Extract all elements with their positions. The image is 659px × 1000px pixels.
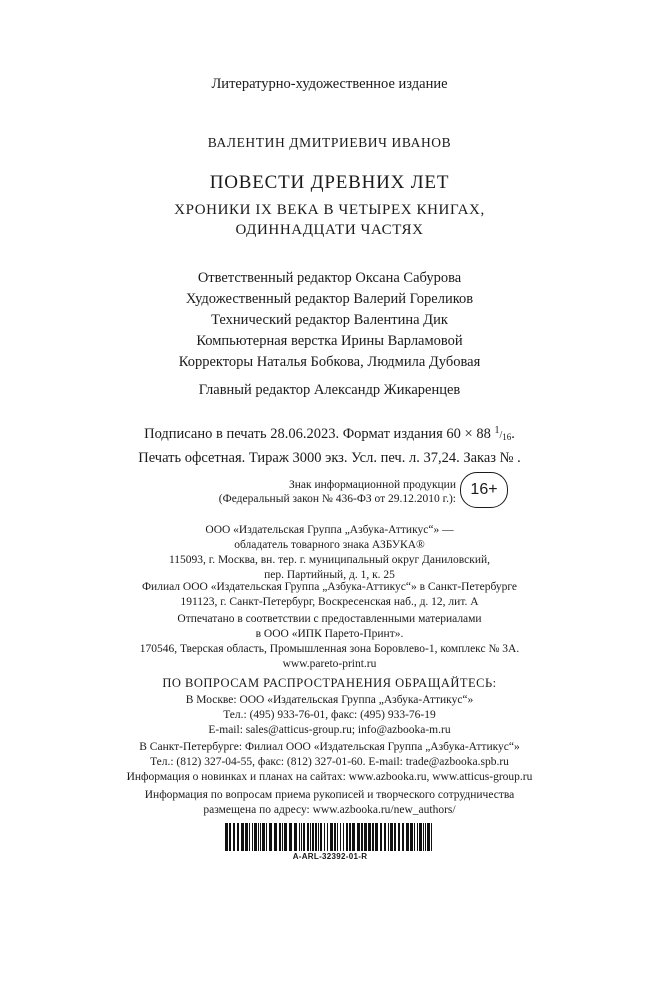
barcode-bar (233, 823, 235, 851)
barcode-bar (274, 823, 277, 851)
credits-list (0, 268, 659, 373)
barcode-bar (334, 823, 336, 851)
barcode-bar (372, 823, 374, 851)
barcode-bar (330, 823, 333, 851)
barcode-bar (310, 823, 311, 851)
branch-line: 191123, г. Санкт-Петербург, Воскресенская наб., д. 12, лит. А (180, 596, 479, 608)
publisher-block (0, 523, 659, 583)
barcode-bar (262, 823, 265, 851)
barcode-bar (315, 823, 317, 851)
barcode-bar (320, 823, 322, 851)
barcode-bar (266, 823, 267, 851)
barcode-bar (312, 823, 314, 851)
barcode-bar (284, 823, 287, 851)
barcode-bar (269, 823, 272, 851)
edition-type: Литературно-художественное издание (211, 76, 448, 92)
manuscripts-line: Информация по вопросам приема рукописей и творческого сотрудничества (144, 789, 515, 801)
barcode-bar (406, 823, 409, 851)
barcode-bar (301, 823, 302, 851)
barcode-bar (241, 823, 244, 851)
credit-line: Корректоры Наталья Бобкова, Людмила Дубовая (178, 354, 481, 370)
printer-line: в ООО «ИПК Парето-Принт». (255, 628, 404, 640)
barcode-bar (375, 823, 378, 851)
barcode-bar (229, 823, 231, 851)
barcode-bar (425, 823, 426, 851)
format-denominator: 16 (502, 432, 512, 442)
barcode-bar (394, 823, 396, 851)
barcode-bar (384, 823, 386, 851)
contact-line: В Москве: ООО «Издательская Группа „Азбука-Аттикус“» (185, 694, 474, 706)
print-line-text: Подписано в печать 28.06.2023. Формат издания 60 × 88 (144, 426, 495, 442)
format-numerator: 1 (494, 425, 500, 436)
moscow-contacts (0, 693, 659, 738)
branch-line: Филиал ООО «Издательская Группа „Азбука-Аттикус“» в Санкт-Петербурге (141, 581, 518, 593)
news-info[interactable]: Информация о новинках и планах на сайтах: www.azbooka.ru, www.atticus-group.ru (126, 771, 533, 783)
barcode-bar (398, 823, 400, 851)
format-fraction (494, 425, 512, 442)
credit-line: Ответственный редактор Оксана Сабурова (197, 270, 462, 286)
barcode-bar (299, 823, 300, 851)
book-subtitle (0, 200, 659, 240)
barcode-bar (423, 823, 424, 851)
barcode-bar (303, 823, 305, 851)
credit-line: Компьютерная верстка Ирины Варламовой (196, 333, 463, 349)
subtitle-line: ХРОНИКИ IX ВЕКА В ЧЕТЫРЕХ КНИГАХ, (174, 202, 485, 218)
barcode-bar (343, 823, 344, 851)
barcode-bar (282, 823, 283, 851)
barcode-bar (337, 823, 338, 851)
chief-editor: Главный редактор Александр Жикаренцев (198, 382, 461, 398)
barcode-bar (388, 823, 389, 851)
barcode (225, 823, 435, 851)
printer-line: Отпечатано в соответствии с предоставленными материалами (177, 613, 482, 625)
barcode-bar (419, 823, 422, 851)
barcode-bar (289, 823, 292, 851)
barcode-bar (225, 823, 228, 851)
barcode-bar (364, 823, 367, 851)
barcode-bar (402, 823, 404, 851)
barcode-bar (340, 823, 341, 851)
barcode-code: A-ARL-32392-01-R (292, 852, 368, 861)
contact-email-line[interactable]: Тел.: (812) 327-04-55, факс: (812) 327-01-60. E-mail: trade@azbooka.spb.ru (150, 756, 509, 768)
print-line: Печать офсетная. Тираж 3000 экз. Усл. печ. л. 37,24. Заказ № . (138, 450, 521, 466)
barcode-bar (254, 823, 257, 851)
barcode-bar (431, 823, 432, 851)
barcode-bar (245, 823, 248, 851)
barcode-bar (307, 823, 309, 851)
book-title: ПОВЕСТИ ДРЕВНИХ ЛЕТ (209, 172, 450, 193)
barcode-bar (294, 823, 297, 851)
barcode-bar (352, 823, 355, 851)
barcode-bar (249, 823, 250, 851)
barcode-bar (258, 823, 259, 851)
spb-contacts (0, 740, 659, 770)
branch-block (0, 580, 659, 610)
age-rating-badge: 16+ (460, 472, 508, 508)
format-slash: / (499, 430, 503, 441)
barcode-bar (279, 823, 281, 851)
contact-line: Тел.: (495) 933-76-01, факс: (495) 933-76-19 (223, 709, 436, 721)
barcode-bar (368, 823, 371, 851)
credit-line: Художественный редактор Валерий Гореликов (185, 291, 474, 307)
print-line (0, 420, 659, 448)
barcode-bar (417, 823, 418, 851)
product-mark-line: Знак информационной продукции (289, 479, 456, 491)
printer-line: 170546, Тверская область, Промышленная зона Боровлево-1, комплекс № 3А. (139, 643, 520, 655)
barcode-bar (410, 823, 413, 851)
product-mark-line: (Федеральный закон № 436-ФЗ от 29.12.2010 г.): (218, 493, 456, 505)
manuscripts-info (0, 788, 659, 818)
barcode-bar (318, 823, 319, 851)
barcode-bar (361, 823, 363, 851)
manuscripts-link[interactable]: размещена по адресу: www.azbooka.ru/new_authors/ (203, 804, 456, 816)
barcode-bar (237, 823, 239, 851)
printer-block (0, 612, 659, 672)
subtitle-line: ОДИННАДЦАТИ ЧАСТЯХ (235, 222, 424, 238)
publisher-line: обладатель товарного знака АЗБУКА® (234, 539, 425, 551)
distribution-heading: ПО ВОПРОСАМ РАСПРОСТРАНЕНИЯ ОБРАЩАЙТЕСЬ: (162, 676, 497, 690)
publisher-line: 115093, г. Москва, вн. тер. г. муниципальный округ Даниловский, (168, 554, 491, 566)
contact-line: В Санкт-Петербурге: Филиал ООО «Издательская Группа „Азбука-Аттикус“» (139, 741, 520, 753)
printer-link[interactable]: www.pareto-print.ru (282, 658, 377, 670)
contact-email-line[interactable]: E-mail: sales@atticus-group.ru; info@azbooka-m.ru (208, 724, 451, 736)
barcode-bar (414, 823, 415, 851)
credit-line: Технический редактор Валентина Дик (211, 312, 448, 328)
barcode-bar (357, 823, 360, 851)
barcode-bar (380, 823, 382, 851)
barcode-bar (349, 823, 351, 851)
barcode-bar (260, 823, 261, 851)
barcode-bar (324, 823, 325, 851)
barcode-bar (346, 823, 348, 851)
barcode-bar (327, 823, 328, 851)
print-info (0, 420, 659, 469)
print-line-end: . (511, 426, 515, 442)
barcode-bar (390, 823, 393, 851)
publisher-line: ООО «Издательская Группа „Азбука-Аттикус“» — (205, 524, 454, 536)
author-name: ВАЛЕНТИН ДМИТРИЕВИЧ ИВАНОВ (207, 135, 452, 150)
publisher-line: пер. Партийный, д. 1, к. 25 (264, 569, 395, 581)
barcode-bar (427, 823, 430, 851)
barcode-bar (252, 823, 253, 851)
product-mark-text (186, 478, 456, 506)
